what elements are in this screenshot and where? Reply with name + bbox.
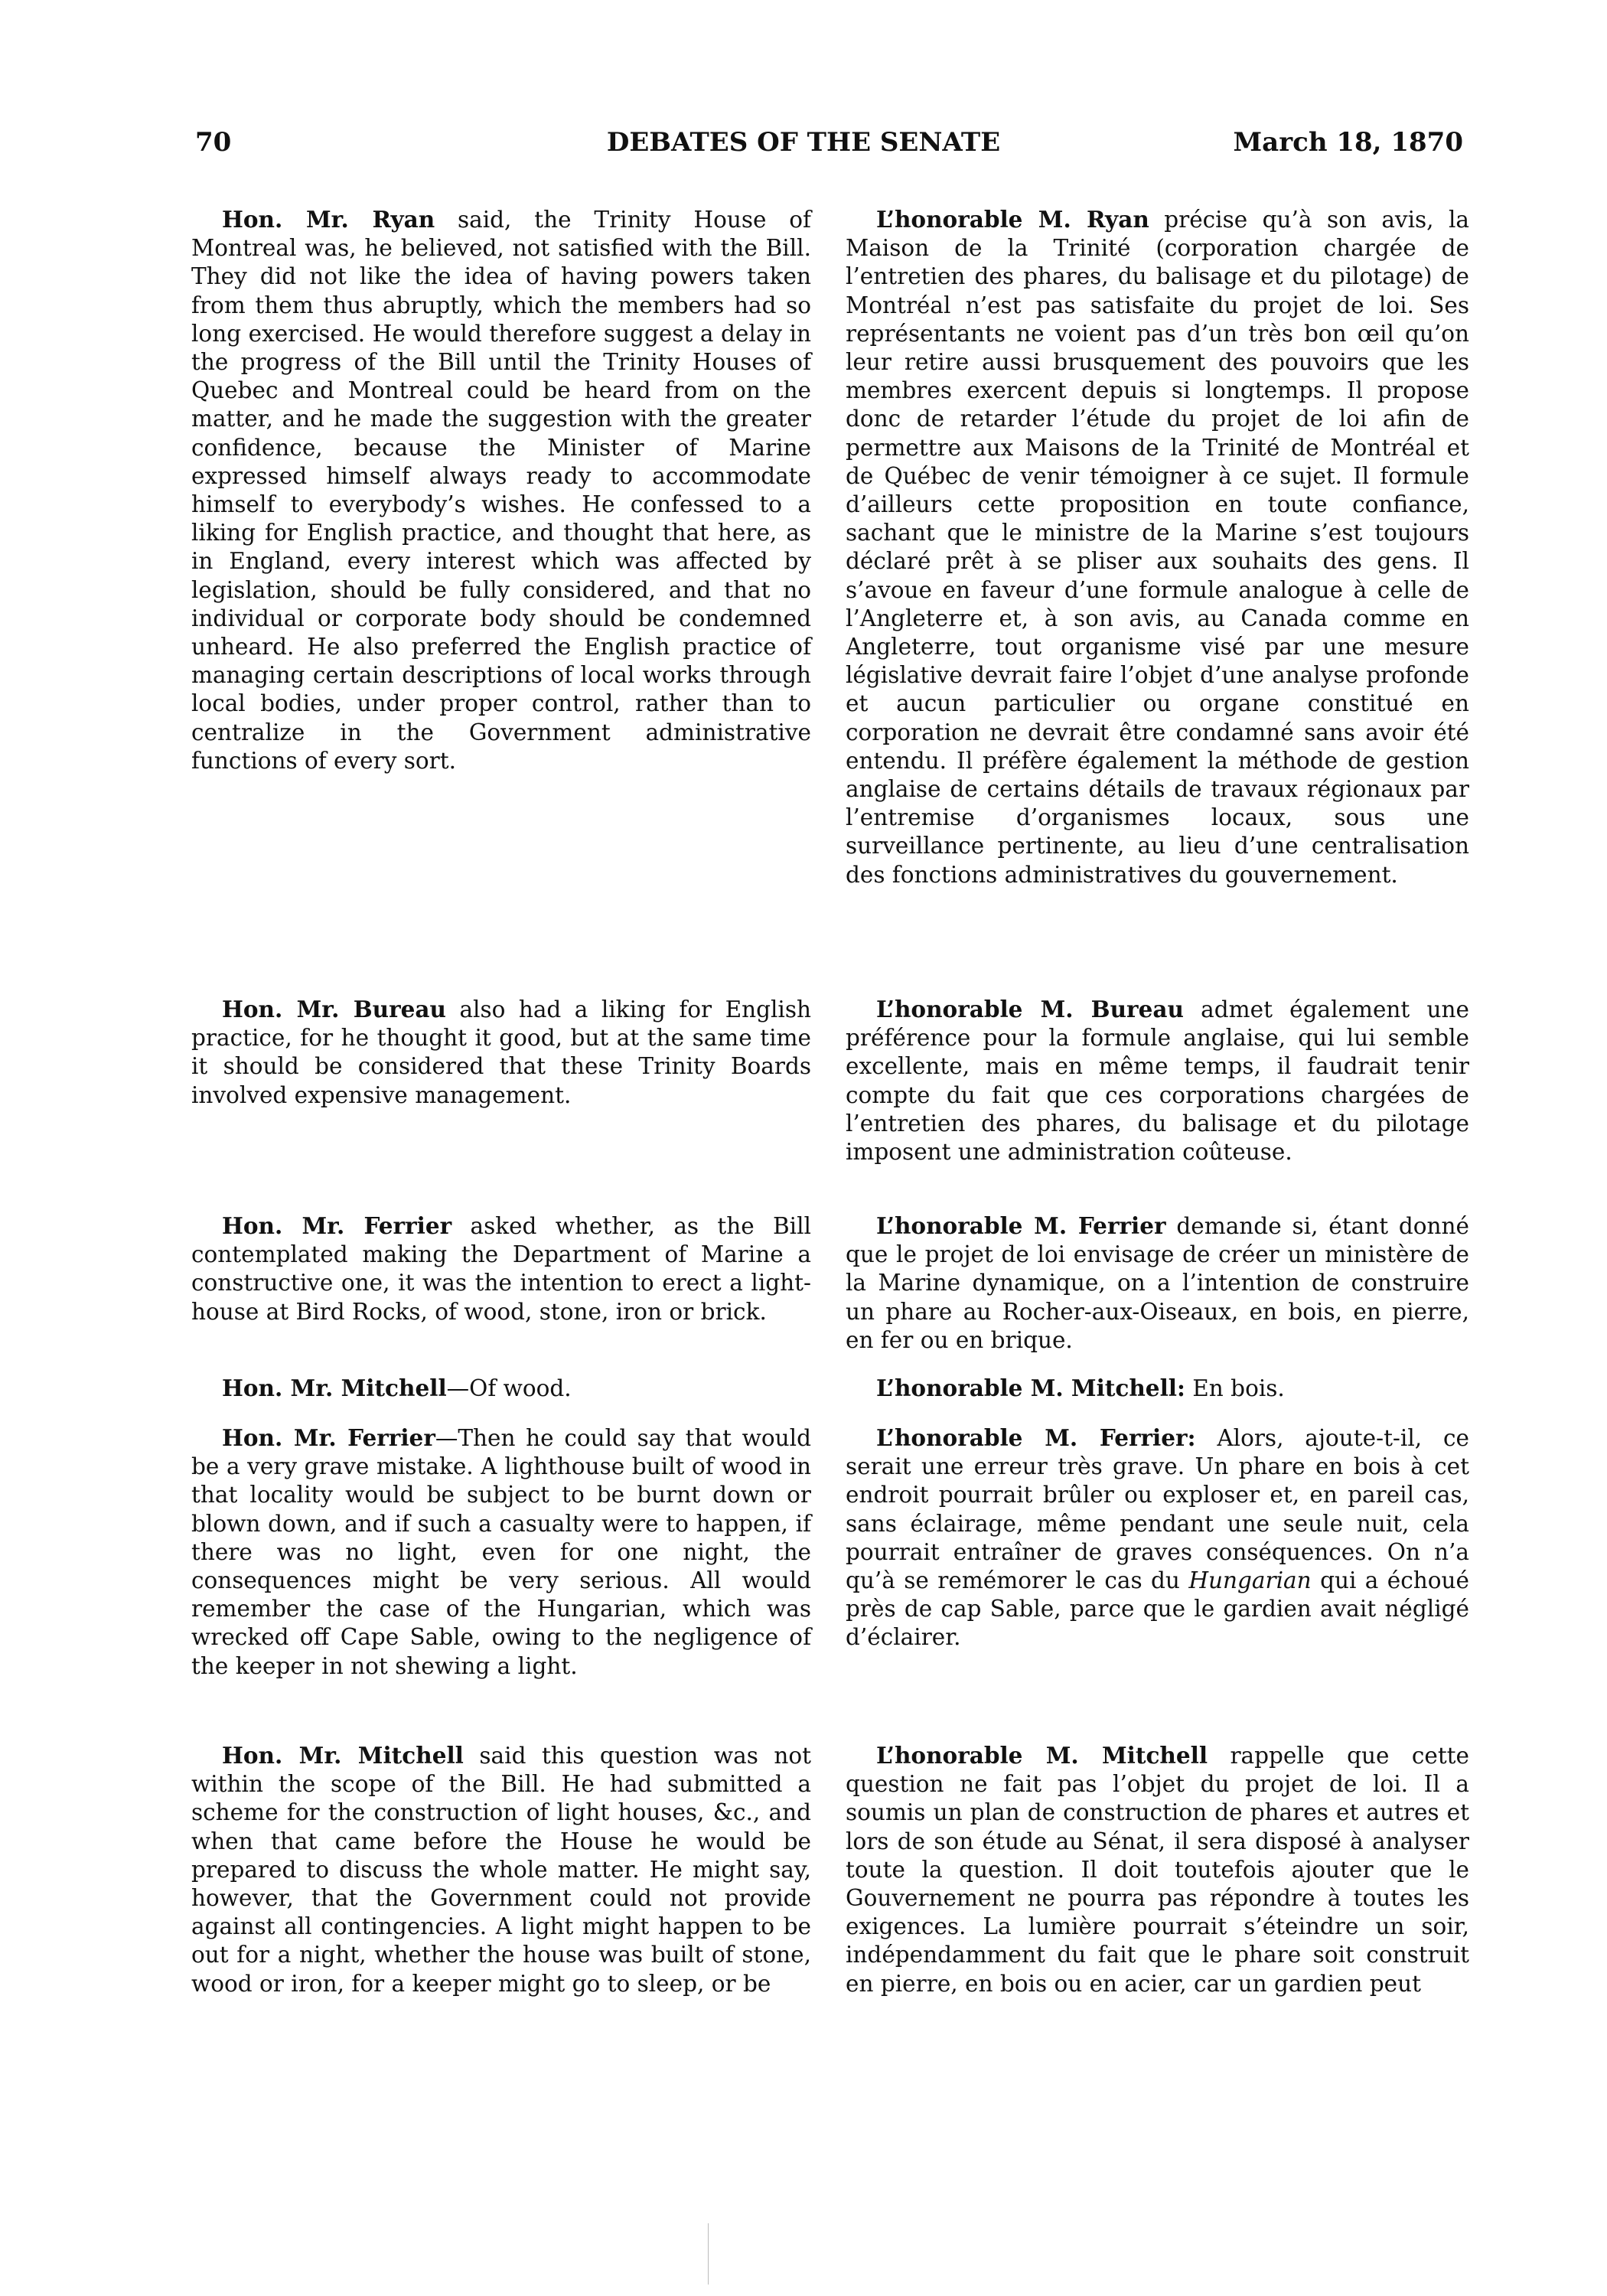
speech-text: asked whether, as the Bill contemplated making the Department of Marine a constructive one, it was the intention to erect a light-house at Bird Rocks, of wood, stone, iron or brick. xyxy=(191,1213,811,1325)
speech-text: En bois. xyxy=(1185,1375,1285,1401)
speech-paragraph xyxy=(846,205,1469,889)
speaker-name: L’honorable M. Mitchell xyxy=(876,1742,1208,1769)
speech-text: Alors, ajoute-t-il, ce serait une erreur très grave. Un phare en bois à cet endroit pourrait brûler ou exploser et, en pareil cas, sans éclairage, même pendant une seule nuit, cela pourrait entraîner de graves conséquences. On n’a qu’à se remémorer le cas du xyxy=(846,1425,1469,1594)
speech-paragraph xyxy=(191,1212,811,1326)
speaker-name: L’honorable M. Bureau xyxy=(876,996,1184,1022)
french-column xyxy=(846,995,1469,1166)
speaker-name: Hon. Mr. Mitchell xyxy=(222,1742,464,1769)
english-column xyxy=(191,1424,811,1681)
speech-text: said this question was not within the scope of the Bill. He had submitted a scheme for the construction of light houses, &c., and when that came before the House he would be prepared to discuss the whole matter. He might say, however, that the Government could not provide against all contingencies. A light might happen to be out for a night, whether the house was built of stone, wood or iron, for a keeper might go to sleep, or be xyxy=(191,1743,812,1997)
english-column xyxy=(191,1212,811,1326)
speech-text: admet également une préférence pour la formule anglaise, qui lui semble excellente, mais en même temps, il faudrait tenir compte du fait que ces corporations chargées de l’entretien des phares, du balisage et du pilotage imposent une administration coûteuse. xyxy=(846,996,1469,1166)
page-number: 70 xyxy=(195,127,232,158)
french-column xyxy=(846,1374,1469,1403)
running-title: DEBATES OF THE SENATE xyxy=(606,127,1001,158)
french-column xyxy=(846,205,1469,889)
speaker-name: Hon. Mr. Ferrier xyxy=(222,1424,435,1451)
speech-text-continued: qui a échoué près de cap Sable, parce que le gardien avait négligé d’éclairer. xyxy=(846,1567,1469,1651)
speech-text: demande si, étant donné que le projet de loi envisage de créer un ministère de la Marine dynamique, on a l’intention de construire un phare au Rocher-aux-Oiseaux, en bois, en pierre, en fer ou en brique. xyxy=(846,1213,1469,1353)
speaker-name: L’honorable M. Ryan xyxy=(876,206,1149,233)
speech-paragraph xyxy=(191,205,811,775)
speaker-name: L’honorable M. Mitchell: xyxy=(876,1375,1185,1401)
speech-paragraph xyxy=(846,995,1469,1166)
speech-paragraph xyxy=(191,1424,811,1681)
speech-text: also had a liking for English practice, for he thought it good, but at the same time it should be considered that these Trinity Boards involved expensive management. xyxy=(191,996,812,1108)
speech-paragraph xyxy=(191,1374,811,1403)
speech-paragraph xyxy=(846,1374,1469,1403)
ship-name: Hungarian xyxy=(1188,1567,1312,1594)
speech-text: rappelle que cette question ne fait pas l’objet du projet de loi. Il a soumis un plan de construction de phares et autres et lors de son étude au Sénat, il sera disposé à analyser toute la question. Il doit toutefois ajouter que le Gouvernement ne pourra pas répondre à toutes les exigences. La lumière pourrait s’éteindre un soir, indépendamment du fait que le phare soit construit en pierre, en bois ou en acier, car un gardien peut xyxy=(846,1743,1469,1997)
french-column xyxy=(846,1741,1469,1998)
speech-paragraph xyxy=(191,995,811,1110)
speech-paragraph xyxy=(846,1424,1469,1652)
english-column xyxy=(191,1741,811,1998)
english-column xyxy=(191,1374,811,1403)
french-column xyxy=(846,1424,1469,1652)
speech-text: —Then he could say that would be a very grave mistake. A lighthouse built of wood in that locality would be subject to be burnt down or blown down, and if such a casualty were to happen, if there was no light, even for one night, the consequences might be very serious. All would remember the case of the Hungarian, which was wrecked off Cape Sable, owing to the negligence of the keeper in not shewing a light. xyxy=(191,1425,811,1679)
speech-text: said, the Trinity House of Montreal was, he believed, not satisfied with the Bill. They did not like the idea of having powers taken from them thus abruptly, which the members had so long exercised. He would therefore suggest a delay in the progress of the Bill until the Trinity Houses of Quebec and Montreal could be heard from on the matter, and he made the suggestion with the greater confidence, because the Minister of Marine expressed himself always ready to accommodate himself to everybody’s wishes. He confessed to a liking for English practice, and thought that here, as in England, every interest which was affected by legislation, should be fully considered, and that no individual or corporate body should be condemned unheard. He also preferred the English practice of managing certain descriptions of local works through local bodies, under proper control, rather than to centralize in the Government administrative functions of every sort. xyxy=(191,207,811,774)
speaker-name: Hon. Mr. Ryan xyxy=(222,206,435,233)
speaker-name: Hon. Mr. Bureau xyxy=(222,996,446,1022)
english-column xyxy=(191,205,811,775)
speech-text: —Of wood. xyxy=(446,1375,572,1401)
english-column xyxy=(191,995,811,1110)
speaker-name: L’honorable M. Ferrier: xyxy=(876,1424,1196,1451)
scan-mark xyxy=(708,2223,709,2285)
speech-paragraph xyxy=(846,1741,1469,1998)
speaker-name: Hon. Mr. Mitchell xyxy=(222,1375,447,1401)
speech-paragraph xyxy=(191,1741,811,1998)
speech-paragraph xyxy=(846,1212,1469,1355)
speaker-name: L’honorable M. Ferrier xyxy=(876,1212,1166,1239)
speaker-name: Hon. Mr. Ferrier xyxy=(222,1212,452,1239)
french-column xyxy=(846,1212,1469,1355)
page-date: March 18, 1870 xyxy=(1233,127,1463,158)
speech-text: précise qu’à son avis, la Maison de la Trinité (corporation chargée de l’entretien des phares, du balisage et du pilotage) de Montréal n’est pas satisfaite du projet de loi. Ses représentants ne voient pas d’un très bon œil qu’on leur retire aussi brusquement des pouvoirs que les membres exercent depuis si longtemps. Il propose donc de retarder l’étude du projet de loi afin de permettre aux Maisons de la Trinité de Montréal et de Québec de venir témoigner à ce sujet. Il formule d’ailleurs cette proposition en toute confiance, sachant que le ministre de la Marine s’est toujours déclaré prêt à se pliser aux souhaits des gens. Il s’avoue en faveur d’une formule analogue à celle de l’Angleterre et, à son avis, au Canada comme en Angleterre, tout organisme visé par une mesure législative devrait faire l’objet d’une analyse profonde et aucun particulier ou organe constitué en corporation ne devrait être condamné sans avoir été entendu. Il préfère également la méthode de gestion anglaise de certains détails de travaux régionaux par l’entremise d’organismes locaux, sous une surveillance pertinente, au lieu d’une centralisation des fonctions administratives du gouvernement. xyxy=(846,207,1469,888)
